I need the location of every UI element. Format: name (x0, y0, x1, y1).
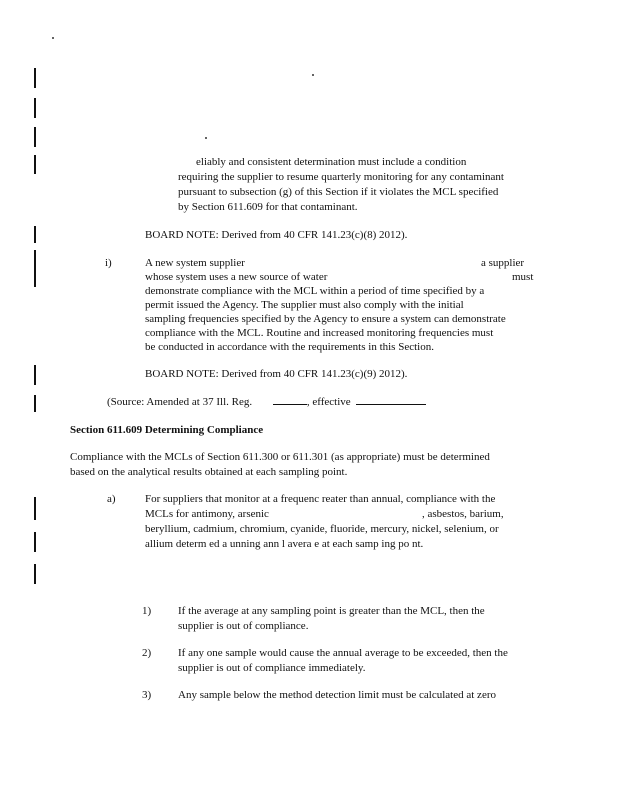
change-bar (34, 365, 36, 385)
scan-speck (205, 137, 207, 139)
text-line: allium determ ed a unning ann l avera e at each samp ing po nt. (145, 538, 424, 550)
text-line: must (512, 271, 534, 283)
list-marker: 1) (142, 605, 152, 617)
text-line: Any sample below the method detection limit must be calculated at zero (178, 689, 496, 701)
list-marker: 2) (142, 647, 152, 659)
change-bar (34, 226, 36, 243)
change-bar (34, 395, 36, 412)
text-line: , asbestos, barium, (422, 508, 504, 520)
board-note: BOARD NOTE: Derived from 40 CFR 141.23(c)(9) 2012). (145, 368, 408, 380)
text-line: beryllium, cadmium, chromium, cyanide, fluoride, mercury, nickel, selenium, or (145, 523, 499, 535)
change-bar (34, 98, 36, 118)
source-mid: , effective (306, 396, 351, 408)
source-prefix: (Source: Amended at 37 Ill. Reg. (107, 396, 253, 408)
section-heading: Section 611.609 Determining Compliance (70, 424, 264, 436)
text-line: requiring the supplier to resume quarterly monitoring for any contaminant (178, 171, 504, 183)
text-line: compliance with the MCL. Routine and increased monitoring frequencies must (145, 327, 494, 339)
change-bar (34, 68, 36, 88)
text-line: If any one sample would cause the annual average to be exceeded, then the (178, 647, 508, 659)
scan-speck (52, 37, 54, 39)
text-line: demonstrate compliance with the MCL within a period of time specified by a (145, 285, 485, 297)
text-line: sampling frequencies specified by the Agency to ensure a system can demonstrate (145, 313, 506, 325)
text-line: supplier is out of compliance. (178, 620, 309, 632)
source-note (107, 394, 426, 410)
text-line: Compliance with the MCLs of Section 611.300 or 611.301 (as appropriate) must be determined (70, 451, 490, 463)
text-line: by Section 611.609 for that contaminant. (178, 201, 358, 213)
text-line: A new system supplier (145, 257, 245, 269)
change-bar (34, 155, 36, 174)
text-line: based on the analytical results obtained at each sampling point. (70, 466, 348, 478)
text-line: eliably and consistent determination must include a condition (196, 156, 467, 168)
list-marker: i) (105, 257, 112, 269)
change-bar (34, 564, 36, 584)
text-line: If the average at any sampling point is greater than the MCL, then the (178, 605, 485, 617)
list-marker: 3) (142, 689, 152, 701)
text-line: permit issued the Agency. The supplier must also comply with the initial (145, 299, 464, 311)
change-bar (34, 250, 36, 287)
change-bar (34, 532, 36, 552)
text-line: pursuant to subsection (g) of this Section if it violates the MCL specified (178, 186, 499, 198)
text-line: MCLs for antimony, arsenic (145, 508, 269, 520)
change-bar (34, 127, 36, 147)
text-line: supplier is out of compliance immediately. (178, 662, 366, 674)
text-line: be conducted in accordance with the requirements in this Section. (145, 341, 434, 353)
scan-speck (312, 74, 314, 76)
text-line: For suppliers that monitor at a frequenc reater than annual, compliance with the (145, 493, 496, 505)
text-line: a supplier (481, 257, 525, 269)
text-line: whose system uses a new source of water (145, 271, 328, 283)
list-marker: a) (107, 493, 116, 505)
change-bar (34, 497, 36, 520)
board-note: BOARD NOTE: Derived from 40 CFR 141.23(c)(8) 2012). (145, 229, 408, 241)
